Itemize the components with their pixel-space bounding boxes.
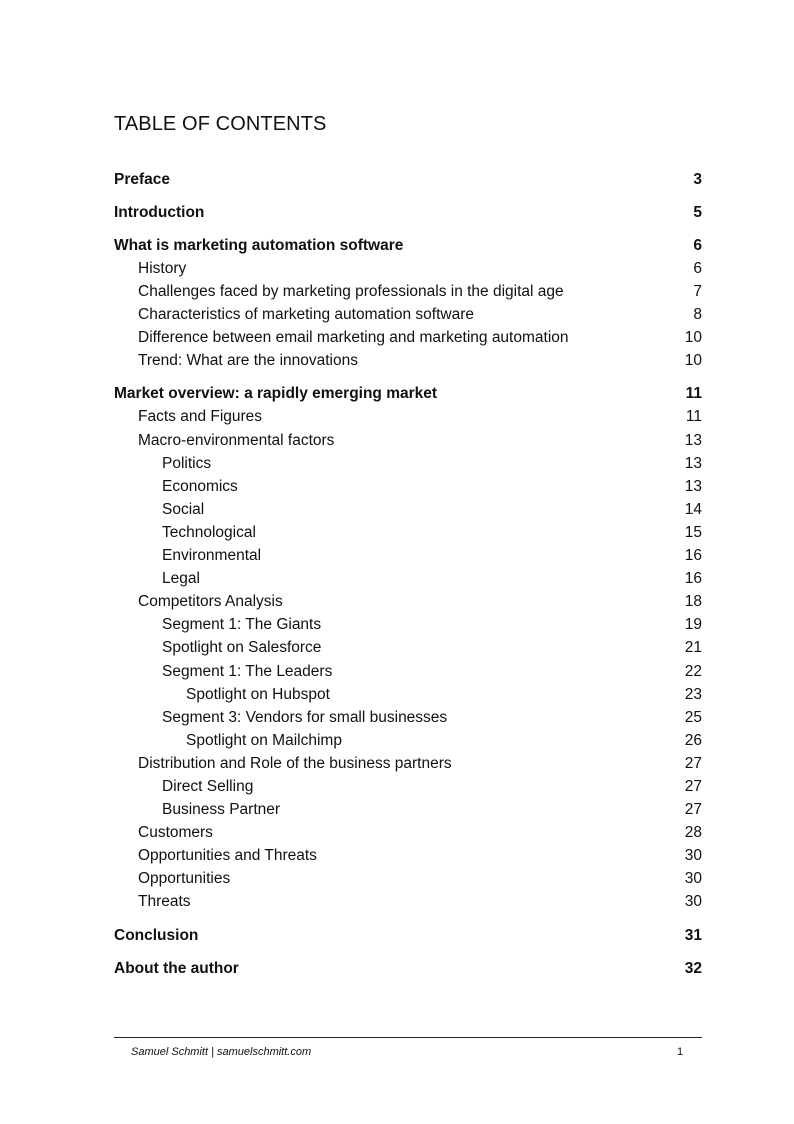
toc-entry-title: Introduction — [114, 204, 205, 221]
toc-entry-page: 13 — [684, 431, 702, 449]
toc-entry[interactable] — [114, 590, 702, 613]
toc-entry-page: 30 — [684, 870, 702, 888]
toc-entry-title: Segment 1: The Leaders — [162, 662, 333, 680]
toc-entry-page: 16 — [684, 547, 702, 565]
toc-entry-title: Macro-environmental factors — [138, 431, 335, 449]
toc-entry-title: About the author — [114, 959, 239, 977]
toc-entry[interactable] — [114, 821, 702, 844]
toc-entry-title: Spotlight on Salesforce — [162, 639, 322, 657]
page-title: TABLE OF CONTENTS — [114, 113, 327, 135]
toc-entry-page: 6 — [693, 237, 702, 254]
footer-author: Samuel Schmitt | samuelschmitt.com — [131, 1046, 312, 1058]
toc-entry-title: Customers — [138, 824, 213, 842]
toc-entry[interactable] — [114, 798, 702, 821]
toc-entry-page: 21 — [684, 639, 702, 657]
toc-entry-page: 18 — [684, 593, 702, 611]
toc-entry-page: 15 — [684, 523, 702, 541]
toc-entry[interactable] — [114, 613, 702, 636]
toc-entry-page: 30 — [684, 893, 702, 911]
toc-entry-title: Challenges faced by marketing professionals in the digital age — [138, 283, 564, 301]
toc-entry-title: Difference between email marketing and marketing automation — [138, 329, 569, 347]
toc-entry[interactable] — [114, 257, 702, 280]
toc-entry[interactable] — [114, 844, 702, 867]
toc-entry[interactable] — [114, 924, 702, 947]
toc-entry-page: 6 — [693, 260, 702, 277]
toc-entry-page: 13 — [684, 477, 702, 495]
toc-entry[interactable] — [114, 752, 702, 775]
toc-entry-title: Distribution and Role of the business partners — [138, 754, 452, 772]
toc-entry[interactable] — [114, 303, 702, 326]
toc-entry-page: 26 — [684, 731, 702, 749]
toc-entry-page: 31 — [684, 926, 702, 944]
toc-entry-page: 27 — [684, 801, 702, 819]
footer-page-number: 1 — [677, 1046, 684, 1058]
toc-entry-title: Opportunities — [138, 870, 231, 888]
toc-entry-page: 3 — [693, 171, 702, 188]
toc-entry-title: Trend: What are the innovations — [138, 352, 358, 370]
toc-entry[interactable] — [114, 405, 702, 428]
toc-entry-title: Opportunities and Threats — [138, 847, 317, 865]
toc-entry[interactable] — [114, 382, 702, 405]
toc-entry-title: What is marketing automation software — [114, 237, 404, 254]
toc-entry-title: Characteristics of marketing automation software — [138, 306, 474, 324]
toc-entry[interactable] — [114, 234, 702, 257]
toc-entry-title: Spotlight on Mailchimp — [186, 731, 342, 749]
toc-entry[interactable] — [114, 498, 702, 521]
toc-entry[interactable] — [114, 729, 702, 752]
toc-entry-title: Preface — [114, 171, 171, 188]
toc-entry-title: Facts and Figures — [138, 408, 263, 426]
toc-entry-page: 22 — [684, 662, 702, 680]
toc-entry-page: 5 — [693, 204, 702, 221]
toc-entry-page: 32 — [684, 959, 702, 977]
toc-entry-page: 7 — [693, 283, 702, 301]
toc-entry-page: 28 — [684, 824, 702, 842]
toc-entry-page: 10 — [684, 329, 702, 347]
toc-entry[interactable] — [114, 452, 702, 475]
toc-entry[interactable] — [114, 890, 702, 913]
toc-entry[interactable] — [114, 706, 702, 729]
toc-entry-page: 19 — [684, 616, 702, 634]
toc-entry[interactable] — [114, 567, 702, 590]
toc-entry[interactable] — [114, 636, 702, 659]
toc-entry-page: 27 — [684, 754, 702, 772]
toc-entry[interactable] — [114, 168, 702, 191]
toc-entry[interactable] — [114, 326, 702, 349]
toc-entry-title: Environmental — [162, 547, 262, 565]
toc-entry-title: Technological — [162, 523, 256, 541]
toc-entry-page: 27 — [684, 777, 702, 795]
toc-entry[interactable] — [114, 867, 702, 890]
toc-entry-page: 16 — [684, 570, 702, 588]
toc-entry-title: Direct Selling — [162, 777, 254, 795]
toc-entry-page: 10 — [684, 352, 702, 370]
toc-entry-page: 25 — [684, 708, 702, 726]
toc-entry-page: 30 — [684, 847, 702, 865]
toc-entry[interactable] — [114, 775, 702, 798]
toc-entry[interactable] — [114, 201, 702, 224]
toc-entry-title: Business Partner — [162, 801, 281, 819]
table-of-contents — [114, 168, 702, 980]
toc-entry[interactable] — [114, 521, 702, 544]
toc-entry-page: 11 — [685, 408, 702, 426]
toc-entry-title: Economics — [162, 477, 238, 495]
footer-divider — [114, 1037, 702, 1038]
toc-entry-page: 23 — [684, 685, 702, 703]
toc-entry-page: 8 — [693, 306, 702, 324]
toc-entry[interactable] — [114, 660, 702, 683]
toc-entry-title: Segment 3: Vendors for small businesses — [162, 708, 448, 726]
toc-entry-page: 11 — [685, 385, 702, 403]
toc-entry-title: Competitors Analysis — [138, 593, 283, 611]
toc-entry[interactable] — [114, 280, 702, 303]
toc-entry[interactable] — [114, 475, 702, 498]
toc-entry-title: History — [138, 260, 187, 277]
toc-entry-title: Segment 1: The Giants — [162, 616, 322, 634]
toc-entry-title: Conclusion — [114, 926, 199, 944]
toc-entry[interactable] — [114, 349, 702, 372]
toc-entry-title: Politics — [162, 454, 212, 472]
toc-entry-title: Social — [162, 500, 205, 518]
toc-entry-page: 13 — [684, 454, 702, 472]
toc-entry[interactable] — [114, 683, 702, 706]
toc-entry-page: 14 — [684, 500, 702, 518]
toc-entry[interactable] — [114, 429, 702, 452]
toc-entry[interactable] — [114, 957, 702, 980]
toc-entry[interactable] — [114, 544, 702, 567]
toc-entry-title: Market overview: a rapidly emerging market — [114, 385, 438, 403]
toc-entry-title: Spotlight on Hubspot — [186, 685, 330, 703]
toc-entry-title: Threats — [138, 893, 191, 911]
toc-entry-title: Legal — [162, 570, 200, 588]
